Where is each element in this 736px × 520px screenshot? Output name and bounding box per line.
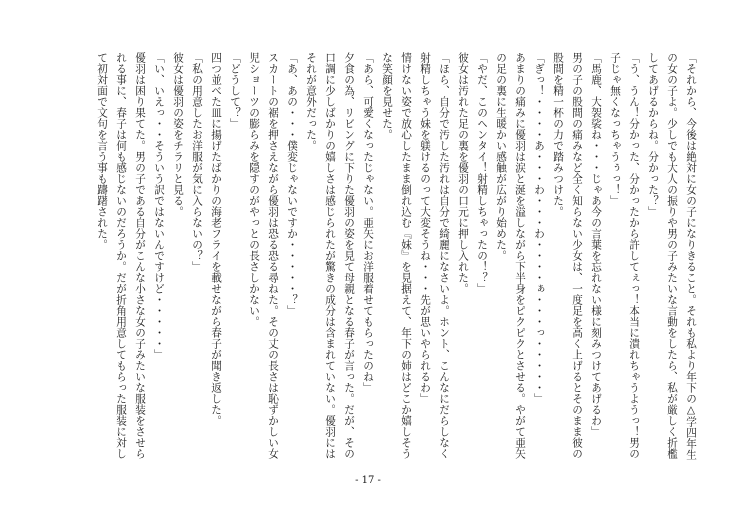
vertical-text-block	[60, 52, 700, 462]
paragraph: 「どうして？」	[229, 52, 241, 129]
paragraph: 「い、いえっ・・そういう訳ではないんですけど・・・・・」	[153, 52, 165, 360]
paragraph: 優羽は困り果てた。男の子である自分がこんな小さな女の子みたいな服装をさせられる事に、春子は何も感じないのだろうか。だが折角用意してもらった服装に対して初対面で文句を言う事も躊躇された。	[96, 52, 146, 459]
paragraph: 「う、うん！分かった、分かったから許してぇっ！本当に潰れちゃうようっ！男の子じゃ無くなっちゃうぅっ！」	[609, 52, 640, 459]
paragraph: 「馬鹿、大袈裟ね・・・じゃあ今の言葉を忘れない様に刻みつけてあげるわ」	[590, 52, 602, 437]
paragraph: 「あら、可愛くなったじゃない。亜矢にお洋服着せてもらったのね」	[362, 52, 374, 393]
paragraph: 彼女は優羽の姿をチラリと見る。	[172, 52, 184, 217]
paragraph: 「やだ、このヘンタイ！射精しちゃったの！？」	[476, 52, 488, 294]
paragraph: 「それから、今後は絶対に女の子になりきること。それも私より年下の△学四年生の女の子よ。少しでも大人の振りや男の子みたいな言動をしたら、私が厳しく折檻してあげるからね。分かった？」	[647, 52, 697, 461]
paragraph: 彼女は汚れた足の裏を優羽の口元に押し入れた。	[457, 52, 469, 294]
paragraph: あまりの痛みに優羽は涙と涎を溢しながら下半身をピクピクとさせる。やがて亜矢の足の裏に生暖かい感触が広がり始めた。	[495, 52, 526, 459]
page-number: - 17 -	[355, 475, 381, 486]
paragraph: 「私の用意したお洋服が気に入らないの？」	[191, 52, 203, 272]
paragraph: 夕食の為、リビングに下りた優羽の姿を見て母親となる春子が言った。だが、その口調に少しばかりの嬉しさは感じられたが驚きの成分は含まれていない。優羽にはそれが意外だった。	[305, 52, 355, 459]
paragraph: 男の子の股間の痛みなど全く知らない少女は、一度足を高く上げるとそのまま彼の股間を精一杯の力で踏みつけた。	[552, 52, 583, 459]
paragraph: 「あ、あの・・・僕変じゃないですか・・・・・？」	[286, 52, 298, 316]
paragraph: 情けない姿で放心したまま倒れ込む『妹』を見据えて、年下の姉はどこか嬉しそうな笑顔を見せた。	[381, 52, 412, 459]
paragraph: スカートの裾を押さえながら優羽は恐る恐る尋ねた。その丈の長さは恥ずかしい女児ショーツの膨らみを隠すのがやっとの長さしかない。	[248, 52, 279, 459]
paragraph: 「ほら、自分で汚した汚れは自分で綺麗になさいよ。ホント、こんなにだらしなく射精しちゃう妹を躾けるのって大変そうね・・・先が思いやられるわ」	[419, 52, 450, 459]
paragraph: 四つ並べた皿に揚げたばかりの海老フライを載せながら春子が聞き返した。	[210, 52, 222, 426]
paragraph: 「ぎっ！・・・・あ・・・わ・・・わ・・・・ぁ・・・っ・・・・・」	[533, 52, 545, 404]
